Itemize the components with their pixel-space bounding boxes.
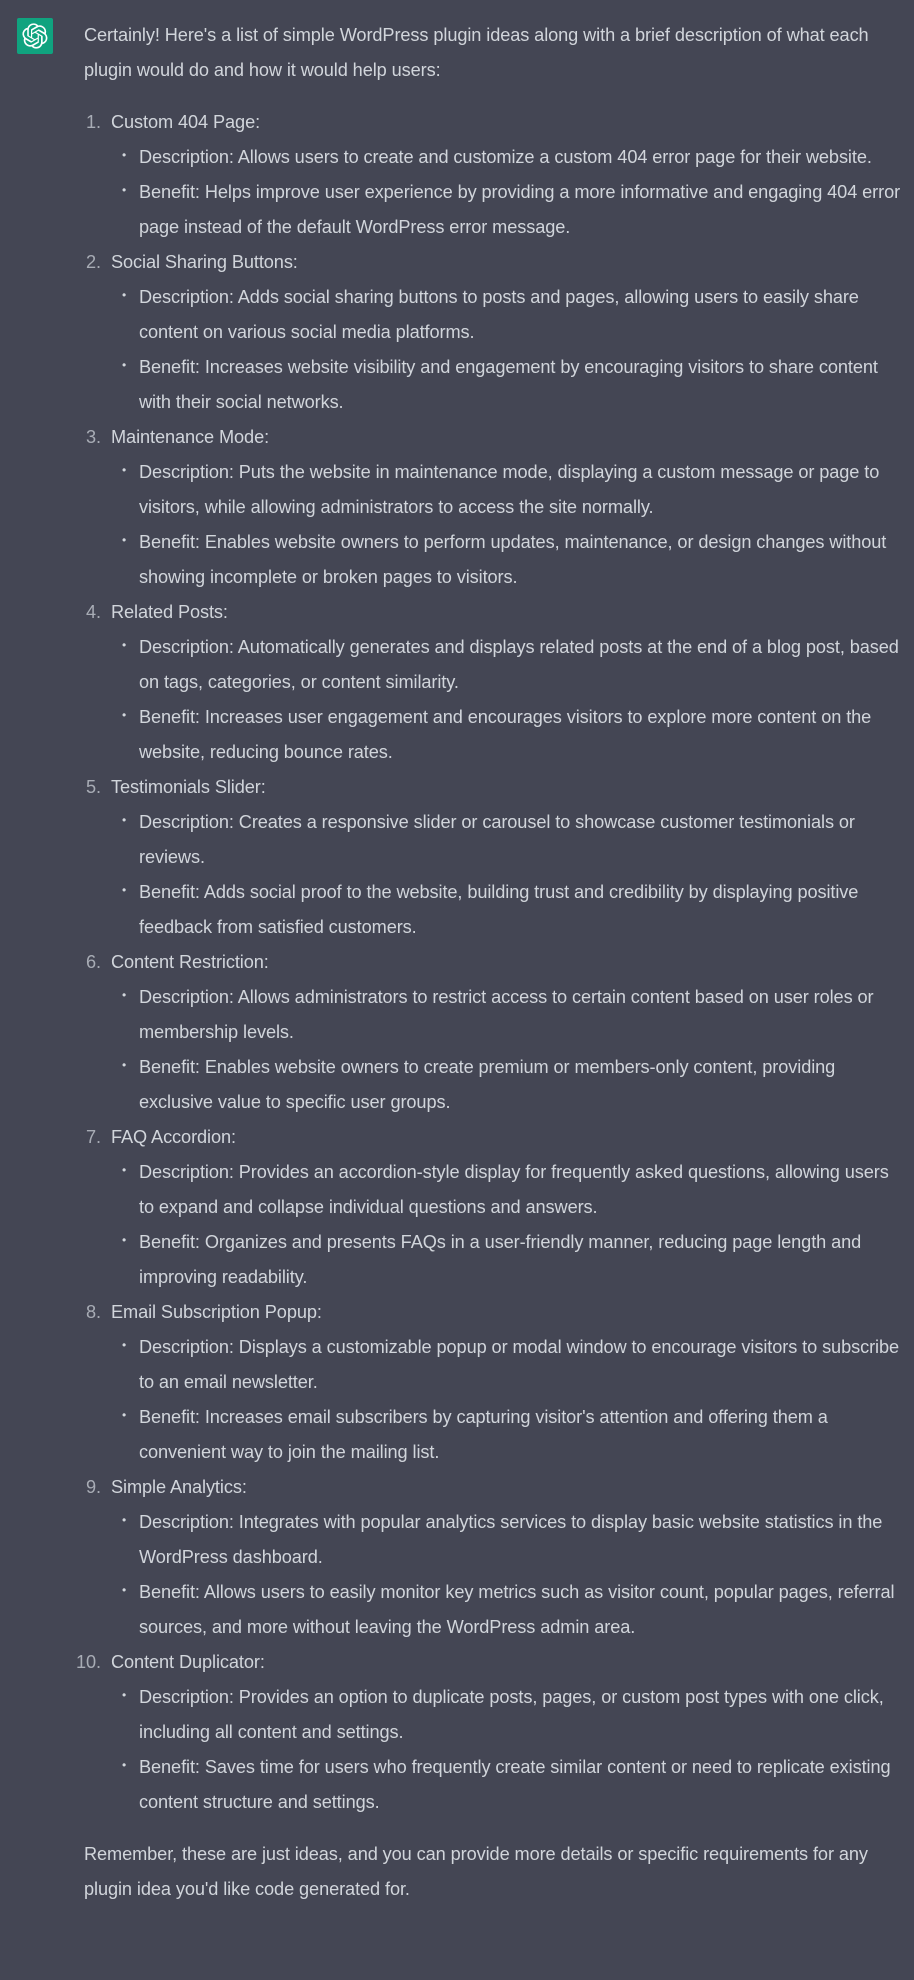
list-item	[84, 1470, 904, 1645]
idea-description: Description: Provides an option to duplicate posts, pages, or custom post types with one click, including all content and settings.	[139, 1687, 884, 1742]
idea-title: Social Sharing Buttons:	[111, 252, 298, 272]
idea-description: Description: Allows administrators to restrict access to certain content based on user roles or membership levels.	[139, 987, 874, 1042]
bullet-icon: •	[122, 813, 127, 827]
idea-benefit: Benefit: Increases user engagement and encourages visitors to explore more content on the website, reducing bounce rates.	[139, 707, 872, 762]
bullet-icon: •	[122, 358, 127, 372]
bullet-icon: •	[122, 883, 127, 897]
idea-benefit: Benefit: Allows users to easily monitor key metrics such as visitor count, popular pages, referral sources, and more without leaving the WordPress admin area.	[139, 1582, 895, 1637]
list-number: 9.	[86, 1477, 101, 1497]
idea-benefit: Benefit: Organizes and presents FAQs in a user-friendly manner, reducing page length and improving readability.	[139, 1232, 862, 1287]
list-item	[84, 420, 904, 595]
list-item	[76, 1645, 904, 1820]
idea-benefit: Benefit: Helps improve user experience by providing a more informative and engaging 404 error page instead of the default WordPress error message.	[139, 182, 901, 237]
idea-benefit: Benefit: Enables website owners to perform updates, maintenance, or design changes without showing incomplete or broken pages to visitors.	[139, 532, 887, 587]
bullet-icon: •	[122, 1583, 127, 1597]
idea-title: Simple Analytics:	[111, 1477, 247, 1497]
idea-benefit: Benefit: Adds social proof to the website, building trust and credibility by displaying positive feedback from satisfied customers.	[139, 882, 859, 937]
list-number: 3.	[86, 427, 101, 447]
list-item	[84, 1120, 904, 1295]
bullet-icon: •	[122, 288, 127, 302]
list-item	[84, 595, 904, 770]
list-number: 8.	[86, 1302, 101, 1322]
list-item	[84, 1295, 904, 1470]
idea-title: Custom 404 Page:	[111, 112, 261, 132]
list-number: 1.	[86, 112, 101, 132]
bullet-icon: •	[122, 183, 127, 197]
list-number: 6.	[86, 952, 101, 972]
idea-description: Description: Automatically generates and displays related posts at the end of a blog post, based on tags, categories, or content similarity.	[139, 637, 899, 692]
list-item	[84, 945, 904, 1120]
bullet-icon: •	[122, 988, 127, 1002]
list-item	[84, 245, 904, 420]
idea-title: Content Restriction:	[111, 952, 269, 972]
idea-description: Description: Displays a customizable popup or modal window to encourage visitors to subscribe to an email newsletter.	[139, 1337, 900, 1392]
bullet-icon: •	[122, 1758, 127, 1772]
idea-description: Description: Adds social sharing buttons to posts and pages, allowing users to easily share content on various social media platforms.	[139, 287, 859, 342]
bullet-icon: •	[122, 1513, 127, 1527]
list-number: 2.	[86, 252, 101, 272]
idea-title: Maintenance Mode:	[111, 427, 270, 447]
idea-benefit: Benefit: Enables website owners to create premium or members-only content, providing exclusive value to specific user groups.	[139, 1057, 836, 1112]
list-item	[84, 105, 904, 245]
list-number: 10.	[76, 1652, 101, 1672]
bullet-icon: •	[122, 1163, 127, 1177]
idea-title: Related Posts:	[111, 602, 228, 622]
bullet-icon: •	[122, 638, 127, 652]
plugin-ideas-list	[76, 105, 904, 1820]
bullet-icon: •	[122, 1408, 127, 1422]
idea-title: Testimonials Slider:	[111, 777, 266, 797]
idea-description: Description: Puts the website in maintenance mode, displaying a custom message or page to visitors, while allowing administrators to access the site normally.	[139, 462, 880, 517]
openai-logo-icon	[22, 23, 48, 49]
idea-title: Email Subscription Popup:	[111, 1302, 322, 1322]
intro-paragraph: Certainly! Here's a list of simple WordPress plugin ideas along with a brief description of what each plugin would do and how it would help users:	[84, 25, 869, 80]
list-item	[84, 770, 904, 945]
idea-benefit: Benefit: Saves time for users who frequently create similar content or need to replicate existing content structure and settings.	[139, 1757, 891, 1812]
bullet-icon: •	[122, 1688, 127, 1702]
list-number: 4.	[86, 602, 101, 622]
message-content	[76, 18, 904, 1907]
idea-title: FAQ Accordion:	[111, 1127, 236, 1147]
list-number: 5.	[86, 777, 101, 797]
idea-description: Description: Creates a responsive slider or carousel to showcase customer testimonials or reviews.	[139, 812, 855, 867]
idea-description: Description: Provides an accordion-style display for frequently asked questions, allowing users to expand and collapse individual questions and answers.	[139, 1162, 889, 1217]
bullet-icon: •	[122, 708, 127, 722]
idea-benefit: Benefit: Increases website visibility and engagement by encouraging visitors to share content with their social networks.	[139, 357, 878, 412]
outro-paragraph: Remember, these are just ideas, and you can provide more details or specific requirements for any plugin idea you'd like code generated for.	[84, 1844, 868, 1899]
idea-benefit: Benefit: Increases email subscribers by capturing visitor's attention and offering them a convenient way to join the mailing list.	[139, 1407, 828, 1462]
idea-description: Description: Allows users to create and customize a custom 404 error page for their website.	[139, 147, 872, 167]
bullet-icon: •	[122, 148, 127, 162]
idea-title: Content Duplicator:	[111, 1652, 265, 1672]
bullet-icon: •	[122, 463, 127, 477]
assistant-avatar	[17, 18, 53, 54]
bullet-icon: •	[122, 1058, 127, 1072]
bullet-icon: •	[122, 533, 127, 547]
bullet-icon: •	[122, 1338, 127, 1352]
list-number: 7.	[86, 1127, 101, 1147]
idea-description: Description: Integrates with popular analytics services to display basic website statistics in the WordPress dashboard.	[139, 1512, 883, 1567]
bullet-icon: •	[122, 1233, 127, 1247]
